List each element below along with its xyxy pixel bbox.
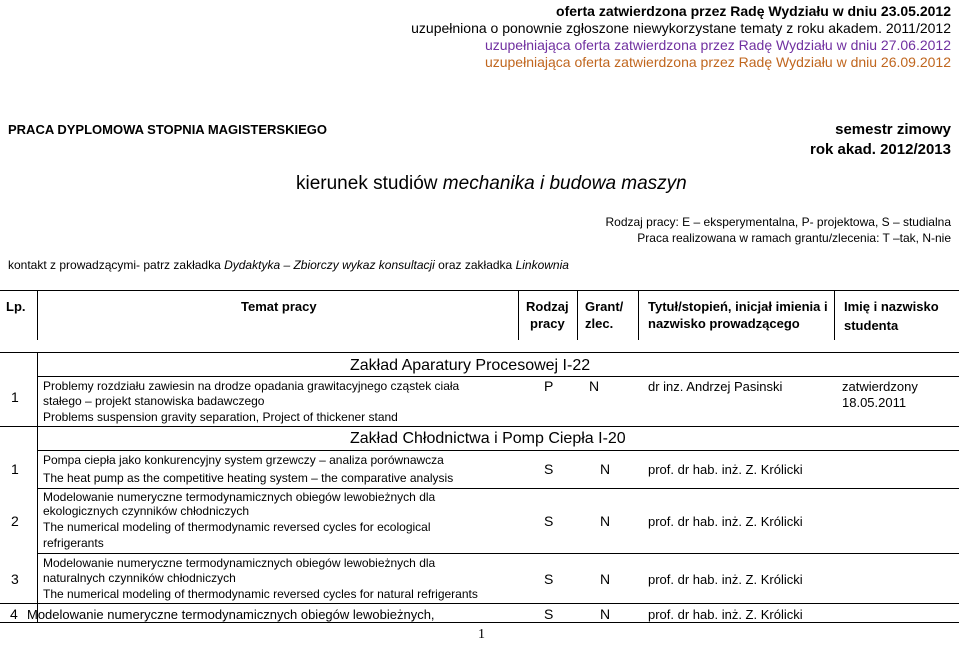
topic-pl: ekologicznych czynników chłodniczych: [43, 504, 250, 518]
contact-note: kontakt z prowadzącymi- patrz zakładka Dydaktyka – Zbiorczy wykaz konsultacji oraz zakładka Linkownia: [8, 258, 569, 272]
work-type: S: [544, 461, 554, 477]
supervisor: prof. dr hab. inż. Z. Królicki: [648, 462, 803, 477]
work-type: S: [544, 513, 554, 529]
topic-pl: Modelowanie numeryczne termodynamicznych obiegów lewobieżnych,: [27, 607, 435, 622]
col-type-1: Rodzaj: [526, 299, 569, 314]
supervisor: prof. dr hab. inż. Z. Królicki: [648, 572, 803, 587]
row-lp: 4: [10, 606, 18, 622]
row-divider: [38, 488, 959, 489]
col-divider: [37, 290, 38, 340]
semester-label: semestr zimowy: [835, 121, 951, 138]
col-divider: [834, 290, 835, 340]
work-type: S: [544, 606, 554, 622]
row-lp: 3: [11, 571, 19, 587]
row-divider: [0, 622, 959, 623]
grant-legend: Praca realizowana w ramach grantu/zlecenia: T –tak, N-nie: [637, 231, 951, 245]
grant-flag: N: [600, 571, 611, 587]
work-type-legend: Rodzaj pracy: E – eksperymentalna, P- projektowa, S – studialna: [605, 215, 951, 229]
supervisor: dr inz. Andrzej Pasinski: [648, 379, 783, 394]
work-type: P: [544, 378, 554, 394]
academic-year: rok akad. 2012/2013: [810, 141, 951, 158]
grant-flag: N: [600, 606, 611, 622]
col-supervisor-1: Tytuł/stopień, inicjał imienia i: [648, 299, 828, 314]
supervisor: prof. dr hab. inż. Z. Królicki: [648, 607, 803, 622]
col-grant-2: zlec.: [585, 316, 614, 331]
topic-pl: Problemy rozdziału zawiesin na drodze opadania grawitacyjnego cząstek ciała: [43, 379, 460, 393]
grant-flag: N: [600, 513, 611, 529]
section-title: Zakład Chłodnictwa i Pomp Ciepła I-20: [350, 430, 626, 447]
col-type-2: pracy: [530, 316, 565, 331]
supervisor: prof. dr hab. inż. Z. Królicki: [648, 514, 803, 529]
section-title: Zakład Aparatury Procesowej I-22: [350, 357, 591, 374]
student-status-date: 18.05.2011: [842, 395, 907, 410]
approval-line-2: uzupełniona o ponownie zgłoszone niewykorzystane tematy z roku akadem. 2011/2012: [411, 20, 951, 36]
topic-en: The numerical modeling of thermodynamic reversed cycles for natural refrigerants: [43, 587, 478, 601]
topic-pl: naturalnych czynników chłodniczych: [43, 571, 236, 585]
row-divider: [38, 376, 959, 377]
col-lp: Lp.: [6, 299, 26, 314]
field-prefix: kierunek studiów: [296, 173, 443, 194]
topic-pl: Modelowanie numeryczne termodynamicznych obiegów lewobieżnych dla: [43, 556, 436, 570]
col-supervisor-2: nazwisko prowadzącego: [648, 316, 800, 331]
col-topic: Temat pracy: [241, 299, 317, 314]
row-divider: [38, 450, 959, 451]
approval-line-4: uzupełniająca oferta zatwierdzona przez Radę Wydziału w dniu 26.09.2012: [484, 54, 951, 70]
row-lp: 1: [11, 461, 19, 477]
approval-line-1: oferta zatwierdzona przez Radę Wydziału w dniu 23.05.2012: [556, 3, 951, 19]
page-number: 1: [478, 627, 485, 642]
section-divider: [0, 352, 959, 353]
topic-pl: Pompa ciepła jako konkurencyjny system grzewczy – analiza porównawcza: [43, 453, 444, 467]
linkownia-link[interactable]: Linkownia: [515, 258, 569, 272]
topic-en: refrigerants: [43, 536, 104, 550]
grant-flag: N: [600, 461, 611, 477]
col-divider: [638, 290, 639, 340]
consultations-link[interactable]: Dydaktyka – Zbiorczy wykaz konsultacji: [224, 258, 435, 272]
row-divider: [38, 553, 959, 554]
topic-pl: stałego – projekt stanowiska badawczego: [43, 394, 265, 408]
topic-en: The heat pump as the competitive heating system – the comparative analysis: [43, 471, 454, 485]
approval-line-3: uzupełniająca oferta zatwierdzona przez Radę Wydziału w dniu 27.06.2012: [484, 37, 951, 53]
topic-pl: Modelowanie numeryczne termodynamicznych obiegów lewobieżnych dla: [43, 490, 436, 504]
topic-en: Problems suspension gravity separation, Project of thickener stand: [43, 410, 398, 424]
section-divider: [0, 426, 959, 427]
col-divider: [577, 290, 578, 340]
col-grant-1: Grant/: [585, 299, 624, 314]
topic-en: The numerical modeling of thermodynamic reversed cycles for ecological: [43, 520, 431, 534]
col-student-1: Imię i nazwisko: [844, 299, 939, 314]
lp-divider: [37, 352, 38, 622]
col-divider: [518, 290, 519, 340]
field-of-study: [296, 173, 687, 195]
student-status: zatwierdzony: [842, 379, 918, 394]
degree-title: PRACA DYPLOMOWA STOPNIA MAGISTERSKIEGO: [8, 122, 328, 137]
table-header-divider: [0, 290, 959, 291]
row-lp: 2: [11, 513, 19, 529]
grant-flag: N: [589, 378, 600, 394]
row-divider: [0, 603, 959, 604]
col-student-2: studenta: [844, 318, 899, 333]
row-lp: 1: [11, 389, 19, 405]
work-type: S: [544, 571, 554, 587]
field-name: mechanika i budowa maszyn: [442, 173, 687, 194]
